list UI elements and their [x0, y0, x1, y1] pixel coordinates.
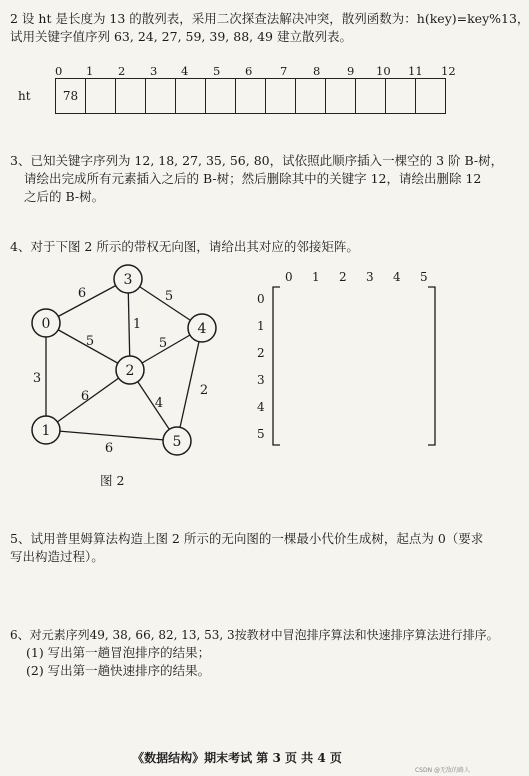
- hash-index: 6: [245, 64, 253, 78]
- hash-cell[interactable]: [356, 79, 386, 114]
- hash-index: 1: [86, 64, 94, 78]
- matrix-row: 0: [257, 292, 265, 306]
- q2-line1: 2 设 ht 是长度为 13 的散列表，采用二次探查法解决冲突，散列函数为：h(key)=key%13，: [10, 11, 529, 26]
- hash-index: 11: [408, 64, 423, 78]
- graph-edge: [177, 328, 202, 441]
- q6-line1: 6、对元素序列49, 38, 66, 82, 13, 53, 3按教材中冒泡排序算法和快速排序算法进行排序。: [10, 628, 499, 642]
- node-label: 4: [197, 321, 207, 337]
- edge-weight: 1: [132, 317, 142, 332]
- matrix-col: 4: [393, 270, 401, 284]
- node-label: 3: [123, 272, 133, 288]
- edge-weight: 5: [158, 336, 168, 351]
- matrix-brackets: [268, 285, 443, 450]
- q5-line1: 5、试用普里姆算法构造上图 2 所示的无向图的一棵最小代价生成树，起点为 0（要求: [10, 531, 484, 546]
- matrix-col: 1: [312, 270, 320, 284]
- node-label: 1: [41, 423, 51, 439]
- hash-index: 10: [376, 64, 391, 78]
- watermark: CSDN @无敌的路人: [414, 767, 470, 774]
- q6-sub1: (1) 写出第一趟冒泡排序的结果；: [26, 645, 211, 660]
- hash-index: 8: [313, 64, 321, 78]
- q5-line2: 写出构造过程）。: [10, 549, 104, 564]
- hash-cell[interactable]: [146, 79, 176, 114]
- node-label: 0: [41, 316, 51, 332]
- hash-index: 9: [347, 64, 355, 78]
- matrix-row: 3: [257, 373, 265, 387]
- edge-weight: 2: [199, 383, 209, 398]
- matrix-row: 5: [257, 427, 265, 441]
- hash-cell[interactable]: [176, 79, 206, 114]
- q2-line2: 试用关键字值序列 63, 24, 27, 59, 39, 88, 49 建立散列表。: [10, 29, 352, 44]
- graph-nodes: [32, 265, 216, 455]
- hash-cell[interactable]: [386, 79, 416, 114]
- edge-weight: 5: [85, 334, 95, 349]
- hash-cell[interactable]: 78: [56, 79, 86, 114]
- matrix-col: 0: [285, 270, 293, 284]
- edge-weight: 3: [32, 371, 42, 386]
- q3-line1: 3、已知关键字序列为 12, 18, 27, 35, 56, 80，试依照此顺序插入一棵空的 3 阶 B-树，: [10, 153, 504, 168]
- matrix-right-bracket: [428, 287, 435, 445]
- hash-index: 4: [181, 64, 189, 78]
- q3-line3: 之后的 B-树。: [24, 189, 105, 204]
- hash-cell[interactable]: [266, 79, 296, 114]
- hash-index: 12: [441, 64, 456, 78]
- node-label: 5: [172, 434, 182, 450]
- weighted-graph: [0, 255, 240, 470]
- hash-row-label: ht: [15, 79, 56, 114]
- matrix-left-bracket: [273, 287, 280, 445]
- hash-cell[interactable]: [206, 79, 236, 114]
- graph-edge: [46, 430, 177, 441]
- edge-weight: 6: [80, 389, 90, 404]
- matrix-col: 5: [420, 270, 428, 284]
- hash-cell[interactable]: [296, 79, 326, 114]
- figure-caption: 图 2: [100, 473, 125, 488]
- edge-weight: 5: [164, 289, 174, 304]
- hash-table: [15, 78, 446, 114]
- matrix-row: 2: [257, 346, 265, 360]
- hash-cell[interactable]: [116, 79, 146, 114]
- matrix-row: 1: [257, 319, 265, 333]
- q4-text: 4、对于下图 2 所示的带权无向图，请给出其对应的邻接矩阵。: [10, 239, 359, 254]
- q3-line2: 请绘出完成所有元素插入之后的 B-树；然后删除其中的关键字 12，请绘出删除 12: [24, 171, 482, 186]
- edge-weight: 4: [154, 396, 164, 411]
- edge-weight: 6: [77, 286, 87, 301]
- matrix-row: 4: [257, 400, 265, 414]
- matrix-col: 3: [366, 270, 374, 284]
- page-footer: 《数据结构》期末考试 第 3 页 共 4 页: [132, 751, 342, 765]
- hash-cell[interactable]: [236, 79, 266, 114]
- hash-cell[interactable]: [86, 79, 116, 114]
- edge-weight: 6: [104, 441, 114, 456]
- hash-index: 3: [150, 64, 158, 78]
- q6-sub2: (2) 写出第一趟快速排序的结果。: [26, 663, 211, 678]
- hash-index: 0: [55, 64, 63, 78]
- hash-cell[interactable]: [416, 79, 446, 114]
- hash-index: 7: [280, 64, 288, 78]
- node-label: 2: [125, 363, 135, 379]
- hash-index: 5: [213, 64, 221, 78]
- hash-cell[interactable]: [326, 79, 356, 114]
- matrix-col: 2: [339, 270, 347, 284]
- hash-index: 2: [118, 64, 126, 78]
